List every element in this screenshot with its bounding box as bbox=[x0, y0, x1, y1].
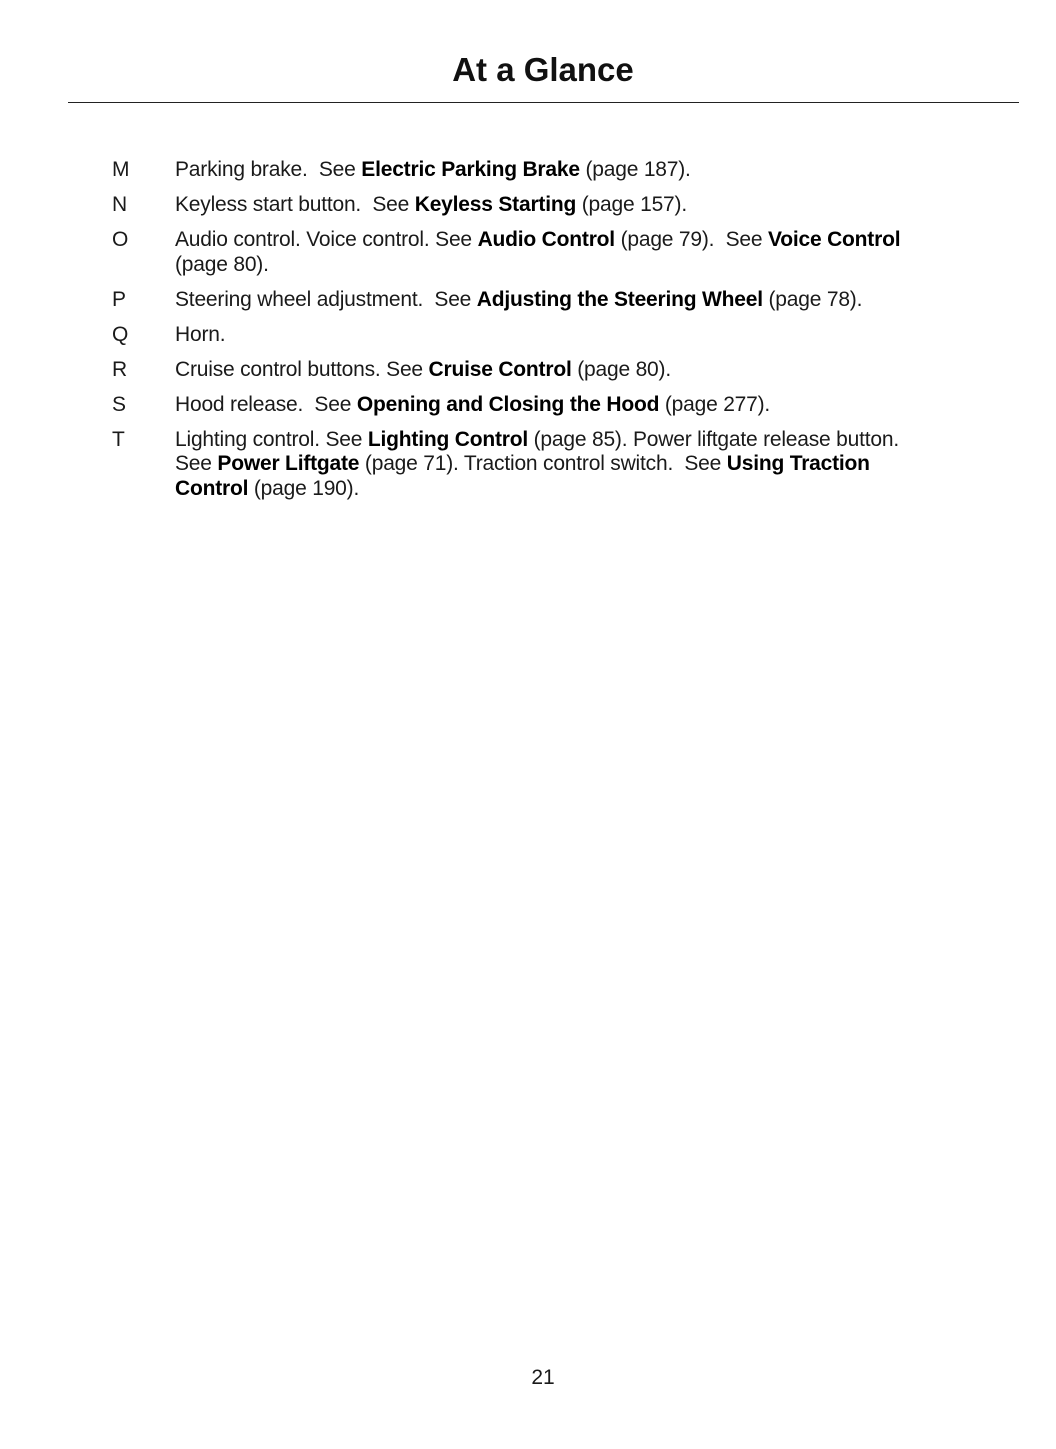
item-text-segment: (page 157). bbox=[576, 193, 687, 216]
page-title: At a Glance bbox=[452, 51, 634, 88]
cross-reference-link: Lighting Control bbox=[367, 427, 528, 451]
item-letter: N bbox=[112, 193, 128, 216]
list-item bbox=[0, 428, 1056, 502]
item-letter: S bbox=[112, 392, 127, 416]
item-text-segment: (page 85). Power liftgate release button. bbox=[528, 427, 899, 451]
cross-reference-link: Opening and Closing the Hood bbox=[356, 392, 660, 416]
list-item bbox=[0, 288, 1056, 313]
item-line bbox=[175, 393, 1015, 418]
cross-reference-link: Cruise Control bbox=[428, 357, 572, 381]
item-text-segment: (page 190). bbox=[248, 476, 360, 500]
item-description bbox=[175, 358, 1015, 383]
item-text-segment: Hood release. See bbox=[175, 392, 357, 416]
page-number: 21 bbox=[531, 1366, 555, 1389]
item-description bbox=[175, 393, 1015, 418]
item-text-segment: Parking brake. See bbox=[175, 158, 362, 181]
item-letter: M bbox=[112, 158, 130, 181]
item-line bbox=[175, 228, 1015, 253]
list-item bbox=[0, 193, 1056, 218]
item-text-segment: (page 277). bbox=[659, 392, 771, 416]
item-text-segment: Horn. bbox=[175, 322, 226, 346]
item-description bbox=[175, 158, 1015, 183]
item-text-segment: (page 80). bbox=[571, 357, 671, 381]
list-item bbox=[0, 228, 1056, 277]
item-text-segment: Audio control. Voice control. See bbox=[175, 228, 478, 251]
list-item bbox=[0, 323, 1056, 348]
item-text-segment: (page 80). bbox=[175, 252, 269, 276]
item-description bbox=[175, 323, 1015, 348]
list-item bbox=[0, 158, 1056, 183]
list-item bbox=[0, 358, 1056, 383]
item-description bbox=[175, 428, 1015, 502]
item-line bbox=[175, 193, 1015, 218]
cross-reference-link: Power Liftgate bbox=[217, 452, 360, 475]
item-text-segment: (page 71). Traction control switch. See bbox=[359, 452, 727, 475]
item-line bbox=[175, 477, 1015, 502]
item-letter: O bbox=[112, 228, 129, 251]
item-text-segment: Steering wheel adjustment. See bbox=[175, 287, 477, 311]
item-line bbox=[175, 452, 1015, 477]
cross-reference-link: Adjusting the Steering Wheel bbox=[476, 287, 763, 311]
cross-reference-link: Control bbox=[175, 476, 249, 500]
title-divider bbox=[68, 102, 1019, 103]
cross-reference-link: Electric Parking Brake bbox=[361, 158, 580, 181]
cross-reference-link: Keyless Starting bbox=[414, 193, 577, 216]
item-text-segment: Keyless start button. See bbox=[175, 193, 415, 216]
item-line bbox=[175, 358, 1015, 383]
cross-reference-link: Audio Control bbox=[477, 228, 615, 251]
item-letter: T bbox=[112, 427, 125, 451]
cross-reference-link: Using Traction bbox=[726, 452, 870, 475]
item-description bbox=[175, 193, 1015, 218]
item-description bbox=[175, 288, 1015, 313]
item-text-segment: Cruise control buttons. See bbox=[175, 357, 429, 381]
item-text-segment: See bbox=[175, 452, 218, 475]
item-line bbox=[175, 158, 1015, 183]
item-letter: R bbox=[112, 357, 128, 381]
item-line bbox=[175, 323, 1015, 348]
item-text-segment: (page 187). bbox=[579, 158, 691, 181]
item-letter: Q bbox=[112, 322, 129, 346]
item-description bbox=[175, 228, 1015, 277]
item-text-segment: (page 78). bbox=[762, 287, 863, 311]
callout-list bbox=[0, 158, 1056, 512]
cross-reference-link: Voice Control bbox=[767, 228, 901, 251]
item-line bbox=[175, 288, 1015, 313]
item-text-segment: Lighting control. See bbox=[175, 427, 368, 451]
item-text-segment: (page 79). See bbox=[614, 228, 768, 251]
item-line bbox=[175, 428, 1015, 453]
item-letter: P bbox=[112, 287, 127, 311]
list-item bbox=[0, 393, 1056, 418]
item-line bbox=[175, 253, 1015, 278]
